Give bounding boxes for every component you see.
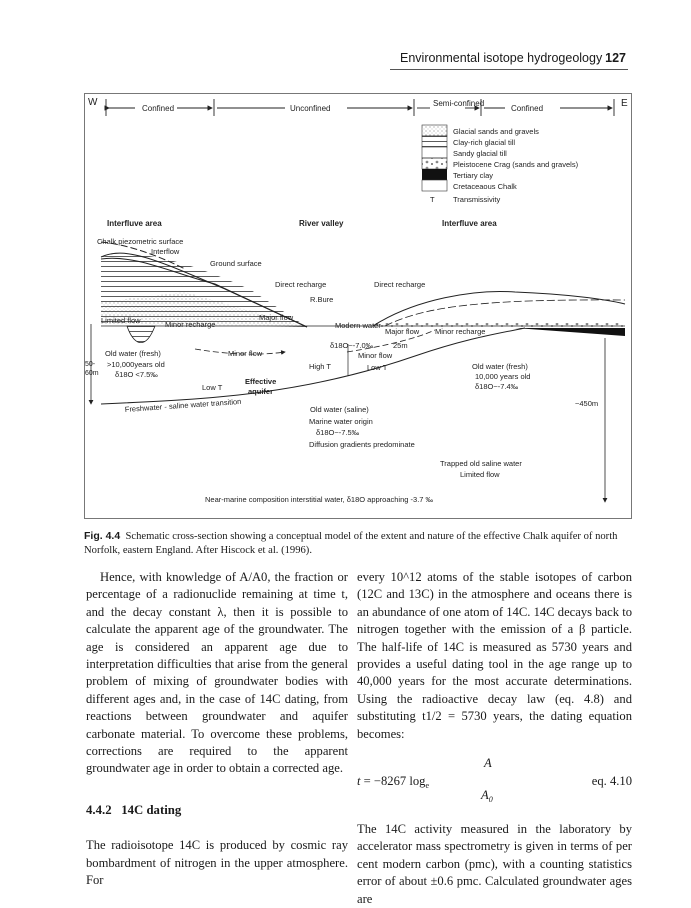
label-minor-recharge-right: Minor recharge [435, 327, 486, 336]
legend-chalk: Cretaceaous Chalk [453, 182, 517, 191]
label-interflow: Interflow [151, 247, 180, 256]
zone-unconfined: Unconfined [290, 104, 331, 113]
caption-text: Schematic cross-section showing a conceptual model of the extent and nature of the effective Chalk aquifer of north Norfolk, eastern England. After Hiscock et al. (1996). [84, 531, 618, 556]
label-old-fresh-right-2: 10,000 years old [475, 372, 531, 381]
legend [422, 125, 579, 204]
label-high-t: High T [309, 362, 331, 371]
area-river-valley: River valley [299, 219, 344, 228]
label-piezometric-surface: Chalk piezometric surface [97, 237, 184, 246]
area-interfluve-west: Interfluve area [107, 219, 162, 228]
label-low-t-right: Low T [367, 363, 388, 372]
equation-numerator: A [484, 756, 492, 771]
label-saline-1: Old water (saline) [310, 405, 369, 414]
label-depth-450m: ~450m [575, 399, 599, 408]
label-major-flow-left: Major flow [259, 313, 294, 322]
legend-crag: Pleistocene Crag (sands and gravels) [453, 160, 579, 169]
label-direct-recharge-1: Direct recharge [275, 280, 327, 289]
figure-cross-section [84, 93, 632, 519]
label-old-fresh-left-2: >10,000years old [107, 360, 165, 369]
label-minor-flow-right: Minor flow [358, 351, 393, 360]
zone-semi-confined: Semi-confined [433, 99, 485, 108]
label-saline-2: Marine water origin [309, 417, 373, 426]
equation-denominator: $A_0$ [481, 788, 493, 805]
equation-lhs: t = −8267 $\log_e$ [357, 774, 429, 791]
label-transition: Freshwater - saline water transition [124, 396, 242, 414]
legend-sandy-till: Sandy glacial till [453, 149, 507, 158]
label-modern-water: Modern water [335, 321, 381, 330]
label-limited-flow: Limited flow [101, 316, 141, 325]
label-old-fresh-left-3: δ18O <7.5‰ [115, 370, 158, 379]
section-heading [86, 802, 348, 819]
zone-confined-west: Confined [142, 104, 175, 113]
label-effective: Effective [245, 377, 277, 386]
legend-tertiary-clay: Tertiary clay [453, 171, 494, 180]
section-title: 14C dating [121, 802, 182, 817]
page-number: 127 [605, 51, 626, 65]
label-river-bure: R.Bure [310, 295, 334, 304]
label-old-fresh-right-3: δ18O~-7.4‰ [475, 382, 519, 391]
label-old-fresh-right-1: Old water (fresh) [472, 362, 528, 371]
label-old-fresh-left-1: Old water (fresh) [105, 349, 161, 358]
label-depth-25m: 25m [393, 341, 408, 350]
label-direct-recharge-2: Direct recharge [374, 280, 426, 289]
figure-caption [84, 529, 634, 558]
column-left [86, 569, 348, 890]
east-label: E [621, 98, 628, 109]
running-head-title: Environmental isotope hydrogeology [400, 51, 603, 65]
legend-clay-till: Clay-rich glacial till [453, 138, 516, 147]
label-aquifer: aquifer [248, 387, 274, 396]
legend-glacial-sands: Glacial sands and gravels [453, 127, 539, 136]
figure-number: Fig. 4.4 [84, 530, 121, 542]
running-head [390, 49, 628, 70]
section-number: 4.4.2 [86, 802, 112, 817]
label-major-flow-right: Major flow [385, 327, 420, 336]
zone-confined-east: Confined [511, 104, 544, 113]
label-minor-flow-left: Minor flow [228, 349, 263, 358]
label-depth-50-60: 50- [85, 361, 96, 368]
label-trapped-1: Trapped old saline water [440, 459, 522, 468]
cross-section-diagram [85, 94, 631, 518]
label-trapped-2: Limited flow [460, 470, 500, 479]
label-minor-recharge-left: Minor recharge [165, 320, 216, 329]
label-low-t-left: Low T [202, 383, 223, 392]
svg-text:T: T [430, 195, 435, 204]
legend-transmissivity: Transmissivity [453, 195, 501, 204]
paragraph-radioisotope: The radioisotope 14C is produced by cosmic ray bombardment of nitrogen in the upper atmosphere. For [86, 838, 348, 888]
label-depth-50-60-unit: 60m [85, 370, 99, 377]
label-saline-3: δ18O~-7.5‰ [316, 428, 360, 437]
west-label: W [88, 97, 98, 108]
label-ground-surface: Ground surface [210, 259, 262, 268]
label-bottom-interstitial: Near-marine composition interstitial water, δ18O approaching -3.7 ‰ [205, 495, 434, 504]
label-modern-d18o: δ18O~-7.0‰ [330, 341, 374, 350]
equation-label: eq. 4.10 [591, 774, 632, 789]
paragraph-carbon-abundance: every 10^12 atoms of the stable isotopes of carbon (12C and 13C) in the atmosphere and oceans there is an abundance of one atom of 14C. 14C decays back to nitrogen together with the emission of a β particle. The half-life of 14C is measured as 5730 years and provides a useful dating tool in the age range up to 40,000 years for the most accurate determinations. Using the radioactive decay law (eq. 4.8) and substituting t1/2 = 5730 years, the dating equation becomes: [357, 570, 632, 741]
paragraph-activity: The 14C activity measured in the laboratory by accelerator mass spectrometry is given in terms of per cent modern carbon (pmc), with a counting statistics error of about ±0.6 pmc. Calculated groundwater ages are [357, 822, 632, 906]
paragraph-apparent-age: Hence, with knowledge of A/A0, the fraction or percentage of a radionuclide remaining at time t, and the decay constant λ, then it is possible to calculate the apparent age of the groundwater. The age is considered an apparent age due to interpretation difficulties that arise from the general problem of mixing of groundwater bodies with different ages and, in the case of 14C dating, from reactions between groundwater and aquifer carbonate material. To overcome these problems, corrections are required to the apparent groundwater age in order to obtain a corrected age. [86, 570, 348, 776]
column-right [357, 569, 632, 908]
area-interfluve-east: Interfluve area [442, 219, 497, 228]
equation-4-10 [357, 753, 632, 809]
label-saline-4: Diffusion gradients predominate [309, 440, 415, 449]
